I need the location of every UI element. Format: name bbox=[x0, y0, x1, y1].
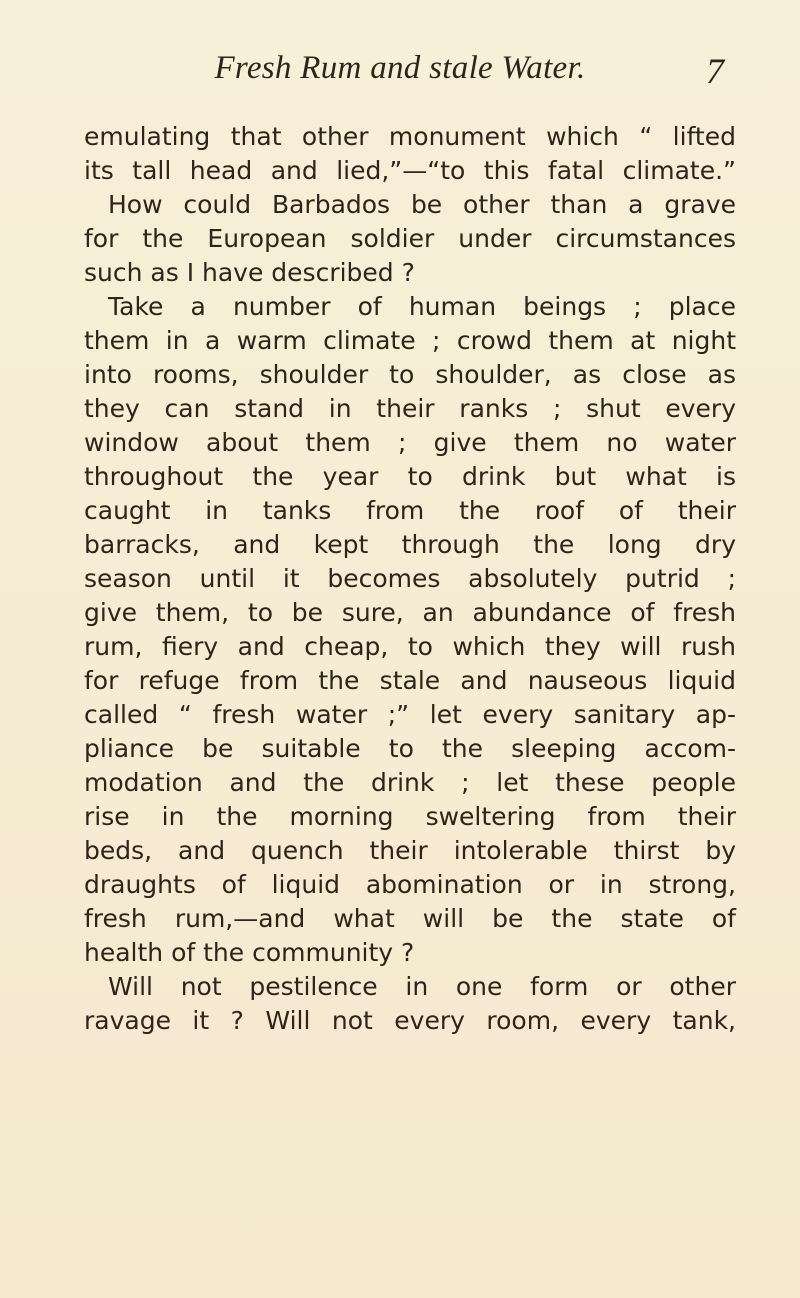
text-line: fresh rum,—and what will be the state of bbox=[84, 904, 736, 933]
running-title: Fresh Rum and stale Water. bbox=[214, 50, 586, 86]
text-line: give them, to be sure, an abundance of fresh bbox=[84, 598, 736, 627]
page-number: 7 bbox=[706, 51, 724, 91]
text-line: its tall head and lied,”—“to this fatal climate.” bbox=[84, 156, 736, 185]
text-line: throughout the year to drink but what is bbox=[84, 462, 736, 491]
text-line: season until it becomes absolutely putrid ; bbox=[84, 564, 736, 593]
text-line: rise in the morning sweltering from their bbox=[84, 802, 736, 831]
text-line: How could Barbados be other than a grave bbox=[108, 190, 736, 219]
text-line: barracks, and kept through the long dry bbox=[84, 530, 736, 559]
text-line: Will not pestilence in one form or other bbox=[108, 972, 736, 1001]
text-line: them in a warm climate ; crowd them at night bbox=[84, 326, 736, 355]
text-line: such as I have described ? bbox=[84, 258, 415, 287]
text-line: caught in tanks from the roof of their bbox=[84, 496, 736, 525]
text-line: they can stand in their ranks ; shut every bbox=[84, 394, 736, 423]
text-line: ravage it ? Will not every room, every tank, bbox=[84, 1006, 736, 1035]
text-line: emulating that other monument which “ lifted bbox=[84, 122, 736, 151]
text-line: into rooms, shoulder to shoulder, as close as bbox=[84, 360, 736, 389]
text-line: called “ fresh water ;” let every sanitary ap- bbox=[84, 700, 736, 729]
running-head bbox=[0, 50, 800, 100]
text-line: for refuge from the stale and nauseous liquid bbox=[84, 666, 736, 695]
text-line: for the European soldier under circumstances bbox=[84, 224, 736, 253]
text-line: modation and the drink ; let these people bbox=[84, 768, 736, 797]
text-line: Take a number of human beings ; place bbox=[108, 292, 736, 321]
text-line: pliance be suitable to the sleeping accom- bbox=[84, 734, 736, 763]
body-text bbox=[84, 120, 736, 1038]
text-line: window about them ; give them no water bbox=[84, 428, 736, 457]
text-line: rum, fiery and cheap, to which they will rush bbox=[84, 632, 736, 661]
text-line: draughts of liquid abomination or in strong, bbox=[84, 870, 736, 899]
text-line: health of the community ? bbox=[84, 938, 415, 967]
text-line: beds, and quench their intolerable thirst by bbox=[84, 836, 736, 865]
